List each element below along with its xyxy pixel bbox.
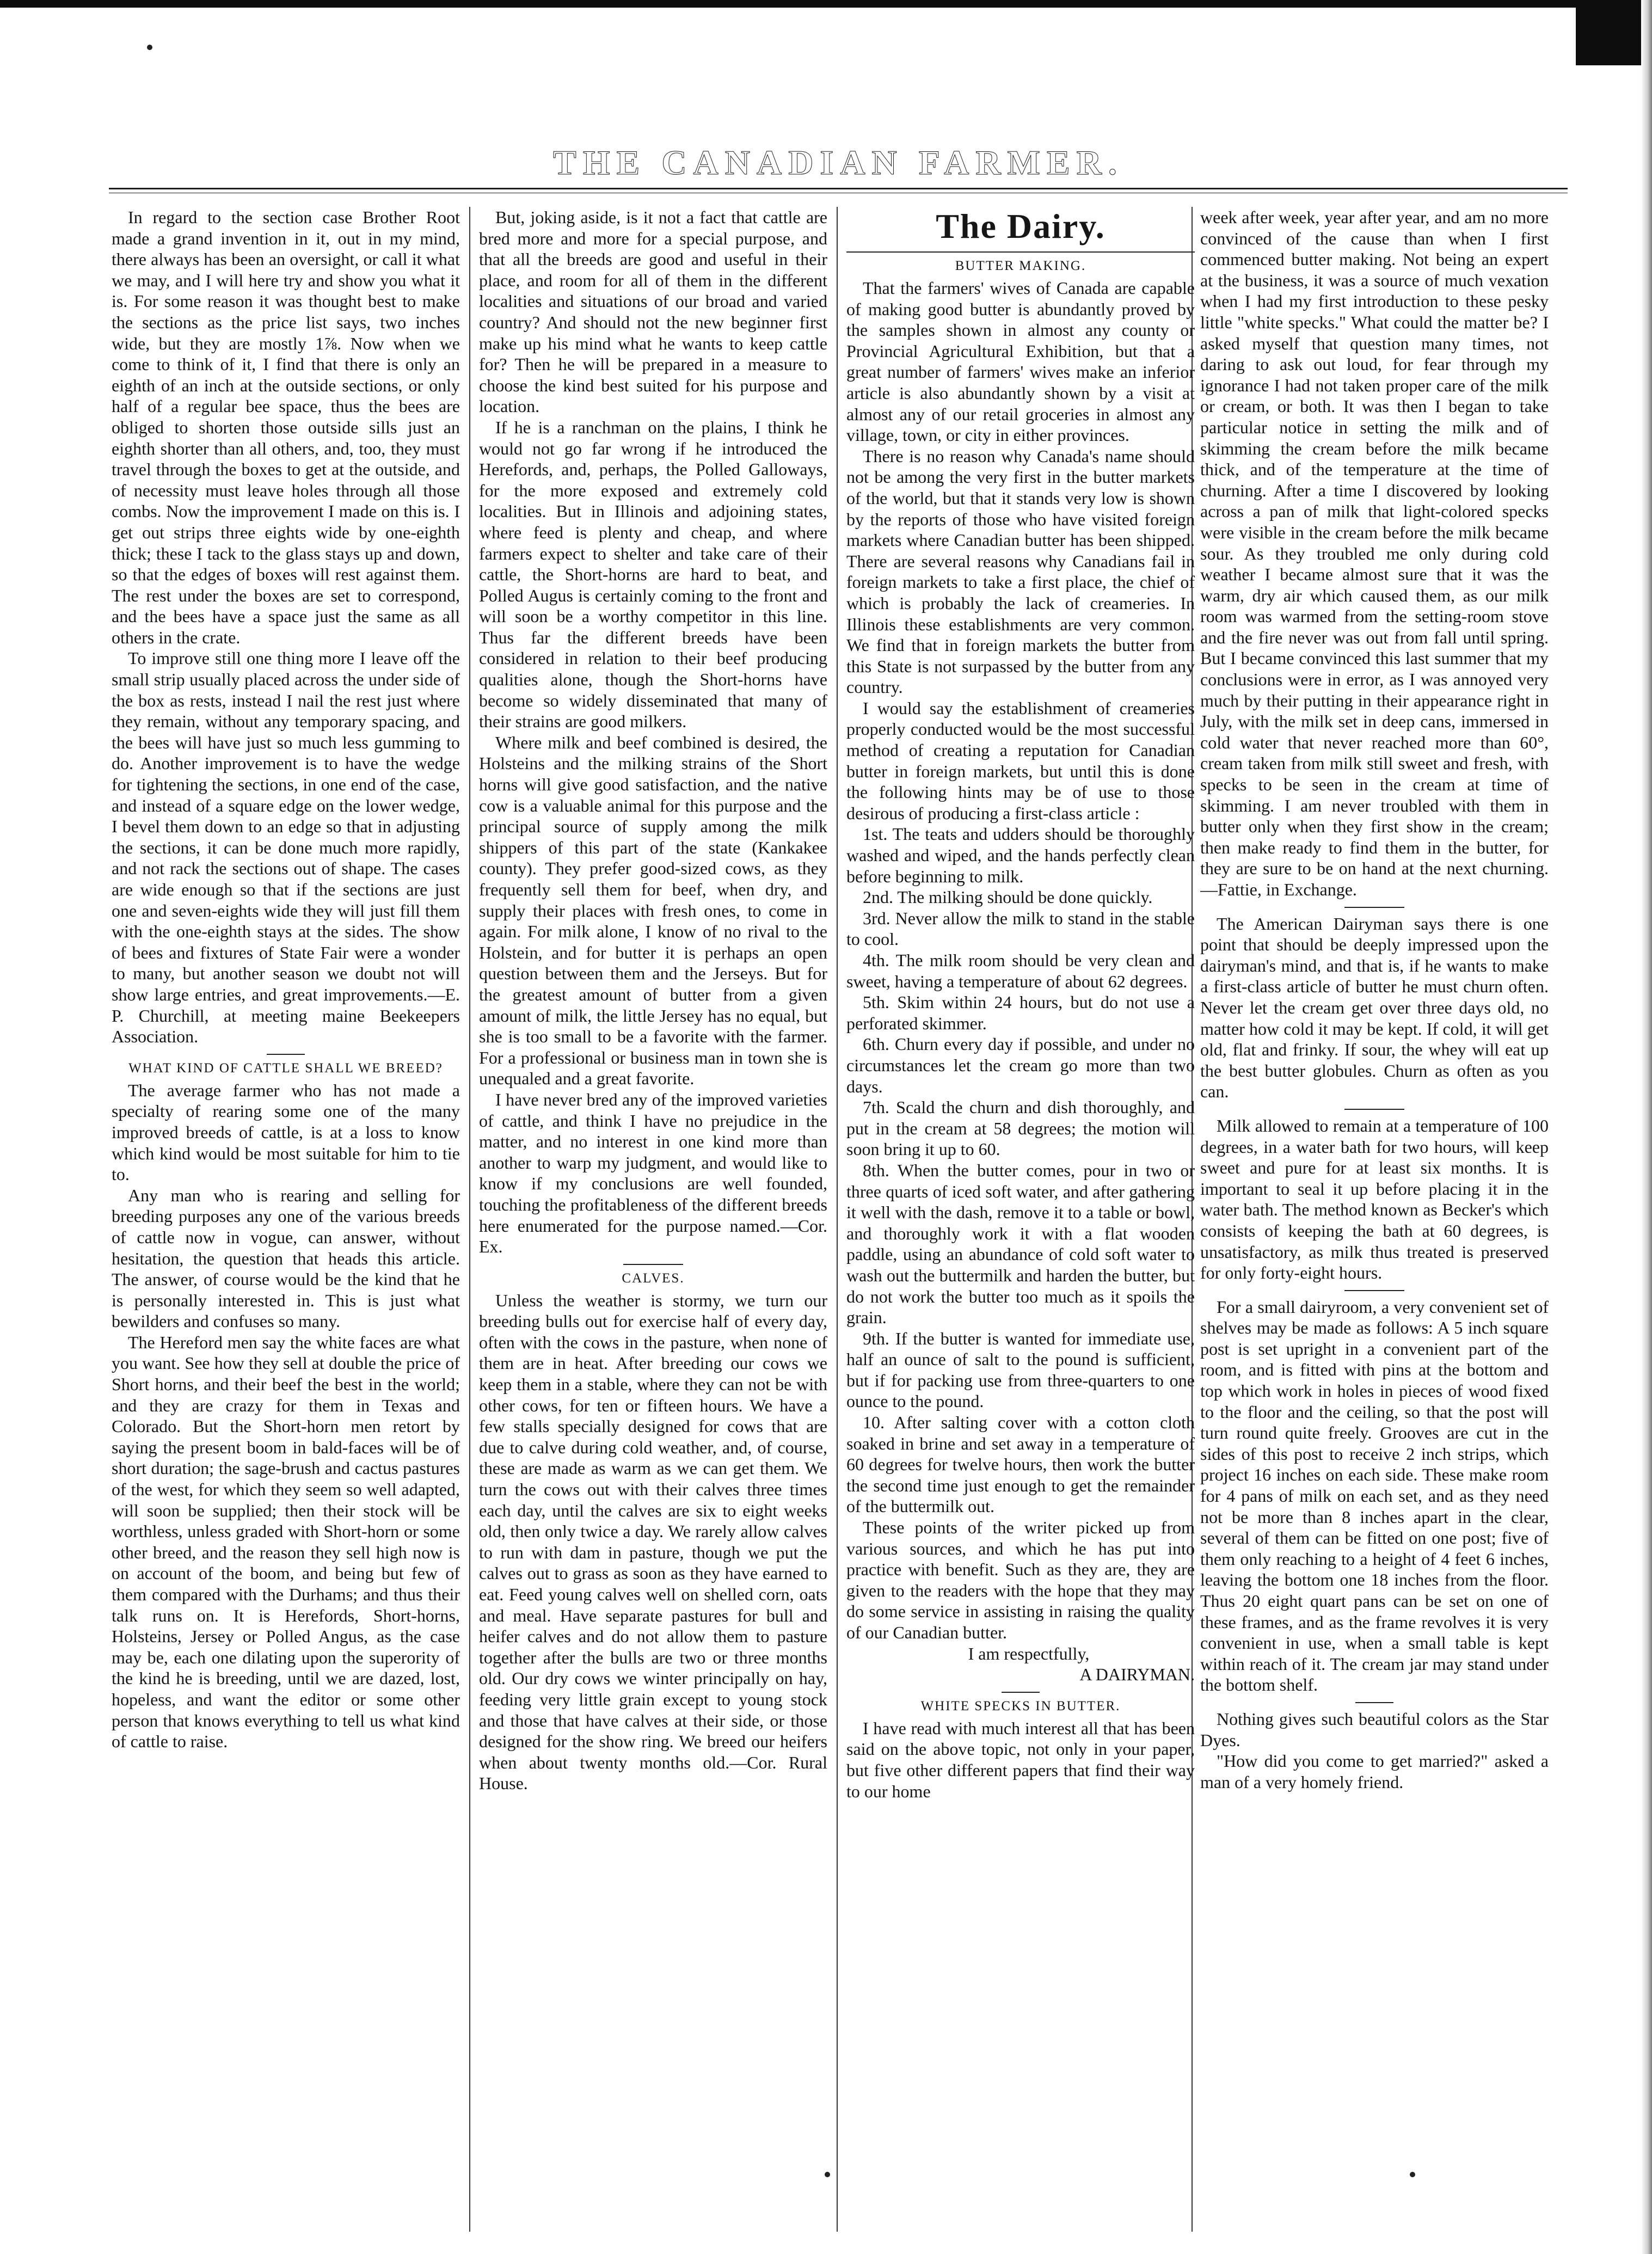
rule-item: 1st. The teats and udders should be thoroughly washed and wiped, and the hands perfectly clean before beginning to milk. [846,824,1195,886]
section-divider [623,1264,683,1265]
scan-corner [1576,0,1652,65]
section-divider [1344,1290,1404,1291]
section-divider [267,1054,305,1055]
rule-item: 5th. Skim within 24 hours, but do not use a perforated skimmer. [846,992,1195,1033]
scan-edge-top [0,0,1579,8]
article-paragraph: I have never bred any of the improved varieties of cattle, and think I have no prejudice in the matter, and no interest in one kind more than another to warp my judgment, and would like to know if my conclusions are well founded, touching the profitableness of the different breeds here enumerated for the purpose named.—Cor. Ex. [479,1089,827,1257]
section-title: The Dairy. [936,207,1106,245]
article-paragraph: That the farmers' wives of Canada are capable of making good butter is abundantly proved by the samples shown in almost any county or Provincial Agricultural Exhibition, but that a great number of farmers' wives make an inferior article is also abundantly shown by a visit at almost any of our retail groceries in almost any village, town, or city in either provinces. [846,278,1195,445]
article-paragraph: week after week, year after year, and am no more convinced of the cause than when I first commenced butter making. Not being an expert at the business, it was a source of much vexation when I had my first introduction to these pesky little "white specks." What could the matter be? I asked myself that question many times, not daring to ask out loud, for fear through my ignorance I had not taken proper care of the milk or cream, or both. It was then I began to take particular notice in setting the milk and of skimming the cream before the milk became thick, and of the temperature at the time of churning. After a time I discovered by looking across a pan of milk that light-colored specks were visible in the cream before the milk became sour. As they troubled me only during cold weather I became almost sure that it was the warm, dry air which caused them, as our milk room was warmed from the setting-room stove and the fire never was out from fall until spring. But I became convinced this last summer that my conclusions were in error, as I was annoyed very much by their putting in their appearance right in July, with the milk set in deep cans, immersed in cold water that never reached more than 60°, cream taken from milk still sweet and fresh, with specks to be seen in the cream at time of skimming. I am never troubled with them in butter only when they first show in the cream; then make ready to find them in the butter, for they are sure to be on hand at the next churning.—Fattie, in Exchange. [1200,207,1549,899]
article-heading: CALVES. [622,1270,685,1286]
article-heading: WHITE SPECKS IN BUTTER. [920,1698,1121,1713]
column-rule [469,207,470,2232]
rule-item: 10. After salting cover with a cotton cloth soaked in brine and set away in a temperature of 60 degrees for twelve hours, then work the butter the second time just enough to get the remainder of the buttermilk out. [846,1412,1195,1516]
article-heading: WHAT KIND OF CATTLE SHALL WE BREED? [128,1060,443,1076]
rule-item: 6th. Churn every day if possible, and under no circumstances let the cream go more than two days. [846,1034,1195,1096]
column-3 [846,207,1195,2243]
article-paragraph: Unless the weather is stormy, we turn our breeding bulls out for exercise half of every day, often with the cows in the pasture, when none of them are in heat. After breeding our cows we keep them in a stable, where they can not be with other cows, for ten or fifteen hours. We have a few stalls specially designed for cows that are due to calve during cold weather, and, of course, these are made as warm as we can get them. We turn the cows out with their calves three times each day, until the calves are six to eight weeks old, then only twice a day. We rarely allow calves to run with dam in pasture, though we put the calves out to grass as soon as they have earned to eat. Feed young calves well on shelled corn, oats and meal. Have separate pastures for bull and heifer calves and do not allow them to pasture together after the bulls are two or three months old. Our dry cows we winter principally on hay, feeding very little grain except to young stock and those that have calves at their side, or those designed for the show ring. We breed our heifers when about twenty months old.—Cor. Rural House. [479,1290,827,1794]
article-paragraph: To improve still one thing more I leave off the small strip usually placed across the under side of the box as rests, instead I nail the rest just where they remain, without any temporary spacing, and the bees will have just so much less gumming to do. Another improvement is to have the wedge for tightening the sections, in one end of the case, and instead of a square edge on the lower wedge, I bevel them down to an edge so that in adjusting the sections, it can be done much more rapidly, and not rack the sections out of shape. The cases are wide enough so that if the sections are just one and seven-eights wide they will just fill them with the one-eighth stays at the sides. The show of bees and fixtures of State Fair were a wonder to many, but another season we doubt not will show large entries, and great improvements.—E. P. Churchill, at meeting maine Beekeepers Association. [112,648,460,1047]
article-paragraph: I have read with much interest all that has been said on the above topic, not only in your paper, but five other different papers that find their way to our home [846,1718,1195,1801]
section-divider [846,251,1195,253]
article-paragraph: Where milk and beef combined is desired, the Holsteins and the milking strains of the Short horns will give good satisfaction, and the native cow is a valuable animal for this purpose and the principal source of supply among the milk shippers of this part of the state (Kankakee county). They prefer good-sized cows, as they frequently sell them for beef, when dry, and supply their places with fresh ones, to come in again. For milk alone, I know of no rival to the Holstein, and for butter it is perhaps an open question between them and the Jerseys. But for the greatest amount of butter from a given amount of milk, the little Jersey has no equal, but she is too small to be a favorite with the farmer. For a professional or business man in town she is unequaled and a great favorite. [479,732,827,1089]
article-paragraph: The average farmer who has not made a specialty of rearing some one of the many improved breeds of cattle, is at a loss to know which kind would be most suitable for him to tie to. [112,1080,460,1184]
rule-item: 7th. Scald the churn and dish thoroughly, and put in the cream at 58 degrees; the motion will soon bring it up to 60. [846,1097,1195,1159]
scan-edge-right [1641,0,1652,2254]
column-1 [112,207,460,2243]
article-paragraph: The Hereford men say the white faces are what you want. See how they sell at double the price of Short horns, and their beef the best in the world; and they are crazy for them in Texas and Colorado. But the Short-horn men retort by saying the present boom in bald-faces will be of short duration; the sage-brush and cactus pastures of the west, for which they seem so well adapted, will soon be supplied; then their stock will be worthless, unless graded with Short-horn or some other breed, and the reason they sell high now is on account of the boom, and being but few of them compared with the Durhams; and thus their talk runs on. It is Herefords, Short-horns, Holsteins, Jersey or Polled Angus, as the case may be, each one dilating upon the superority of the kind he is breeding, until we are dazed, lost, hopeless, and want the editor or some other person that knows everything to tell us what kind of cattle to raise. [112,1332,460,1752]
column-rule [837,207,838,2232]
article-paragraph: For a small dairyroom, a very convenient set of shelves may be made as follows: A 5 inch square post is set upright in a convenient part of the room, and is fitted with pins at the bottom and top which work in holes in pieces of wood fixed to the floor and the ceiling, so that the post will turn round quite freely. Grooves are cut in the sides of this post to receive 2 inch strips, which project 16 inches on each side. These make room for 4 pans of milk on each set, and as they need not be more than 8 inches apart in the clear, several of them can be fitted on one post; five of them only reaching to a height of 4 feet 6 inches, leaving the bottom one 18 inches from the floor. Thus 20 eight quart pans can be set on one of these frames, and as the frame revolves it is very convenient in use, when a small table is kept within reach of it. The cream jar may stand under the bottom shelf. [1200,1297,1549,1695]
section-divider [1344,1109,1404,1110]
article-paragraph: Nothing gives such beautiful colors as the Star Dyes. [1200,1709,1549,1750]
article-paragraph: "How did you come to get married?" asked a man of a very homely friend. [1200,1751,1549,1792]
article-heading: BUTTER MAKING. [955,259,1086,273]
rule-item: 2nd. The milking should be done quickly. [863,887,1153,907]
article-paragraph: If he is a ranchman on the plains, I think he would not go far wrong if he introduced the Herefords, and, perhaps, the Polled Galloways, for the more exposed and extremely cold localities. But in Illinois and adjoining states, where feed is plenty and cheap, and where farmers expect to shelter and take care of their cattle, the Short-horns are hard to beat, and Polled Augus is certainly coming to the front and will soon be a worthy competitor in this line. Thus far the different breeds have been considered in relation to their beef producing qualities alone, though the Short-horns have become so widely disseminated that many of their strains are good milkers. [479,417,827,732]
section-divider [1344,907,1404,908]
article-paragraph: In regard to the section case Brother Root made a grand invention in it, out in my mind, there always has been an oversight, or call it what we may, and I will here try and show you what it is. For some reason it was thought best to make the sections as the price list says, two inches wide, but they are mostly 1⅞. Now when we come to think of it, I find that there is only an eighth of an inch at the outside sections, or only half of a regular bee space, thus the bees are obliged to shorten those outside sills just an eighth shorter than all others, and, too, they must travel through the boxes to get at the outside, and of necessity must leave holes through all those combs. Now the improvement I made on this is. I get out strips three eights wide by one-eighth thick; these I tack to the glass stays up and down, so that the edges of boxes will rest against them. The rest under the boxes are set to correspond, and the bees have a space just the same as all others in the crate. [112,207,460,647]
rule-item: 8th. When the butter comes, pour in two or three quarts of iced soft water, and after gathering it well with the dash, remove it to a table or bowl, and thoroughly work it with a flat wooden paddle, using an abundance of cold soft water to wash out the buttermilk and harden the butter, but do not work the butter too much as it spoils the grain. [846,1160,1195,1328]
article-paragraph: Milk allowed to remain at a temperature of 100 degrees, in a water bath for two hours, will keep sweet and pure for at least six months. It is important to seal it up before placing it in the water bath. The method known as Becker's which consists of keeping the bath at 60 degrees, is unsatisfactory, as milk thus treated is preserved for only forty-eight hours. [1200,1115,1549,1283]
article-paragraph: But, joking aside, is it not a fact that cattle are bred more and more for a special purpose, and that all the breeds are good and useful in their place, and room for all of them in the different localities and situations of our broad and varied country? And should not the new beginner first make up his mind what he wants to keep cattle for? Then he will be prepared in a measure to choose the kind best suited for his purpose and location. [479,207,827,416]
article-paragraph: There is no reason why Canada's name should not be among the very first in the butter markets of the world, but that it stands very low is shown by the reports of those who have visited foreign markets where Canadian butter has been shipped. There are several reasons why Canadians fail in foreign markets to take a first place, the chief of which is probably the lack of creameries. In Illinois these establishments are very common. We find that in foreign markets the butter from this State is not surpassed by the butter from any country. [846,446,1195,697]
masthead: THE CANADIAN FARMER. [553,143,1123,182]
article-paragraph: These points of the writer picked up from various sources, and which he has put into practice with benefit. Such as they are, they are given to the readers with the hope that they may do some service in assisting in raising the quality of our Canadian butter. [846,1518,1195,1642]
print-speck [147,45,152,50]
article-paragraph: Any man who is rearing and selling for breeding purposes any one of the various breeds of cattle now in vogue, can answer, without hesitation, the question that heads this article. The answer, of course would be the kind that he is personally interested in. This is just what bewilders and confuses so many. [112,1185,460,1331]
article-paragraph: The American Dairyman says there is one point that should be deeply impressed upon the dairyman's mind, and that is, if he wants to make a first-class article of butter he must churn often. Never let the cream get over three days old, no matter how cold it may be kept. If cold, it will get old, flat and frinky. If sour, the whey will eat up the best butter globules. Churn as often as you can. [1200,913,1549,1102]
letter-closing: I am respectfully, [968,1643,1090,1663]
column-2 [479,207,827,2243]
masthead-rule [109,188,1568,193]
section-divider [1002,1692,1040,1693]
rule-item: 4th. The milk room should be very clean and sweet, having a temperature of about 62 degrees. [846,950,1195,991]
section-divider [1355,1702,1393,1703]
letter-signature: A DAIRYMAN. [1079,1665,1195,1685]
rule-item: 3rd. Never allow the milk to stand in the stable to cool. [846,908,1195,949]
article-paragraph: I would say the establishment of creameries properly conducted would be the most successful method of creating a reputation for Canadian butter in foreign markets, but until this is done the following hints may be of use to those desirous of producing a first-class article : [846,698,1195,823]
rule-item: 9th. If the butter is wanted for immediate use, half an ounce of salt to the pound is sufficient, but if for packing use from three-quarters to one ounce to the pound. [846,1328,1195,1411]
column-4 [1200,207,1549,2243]
